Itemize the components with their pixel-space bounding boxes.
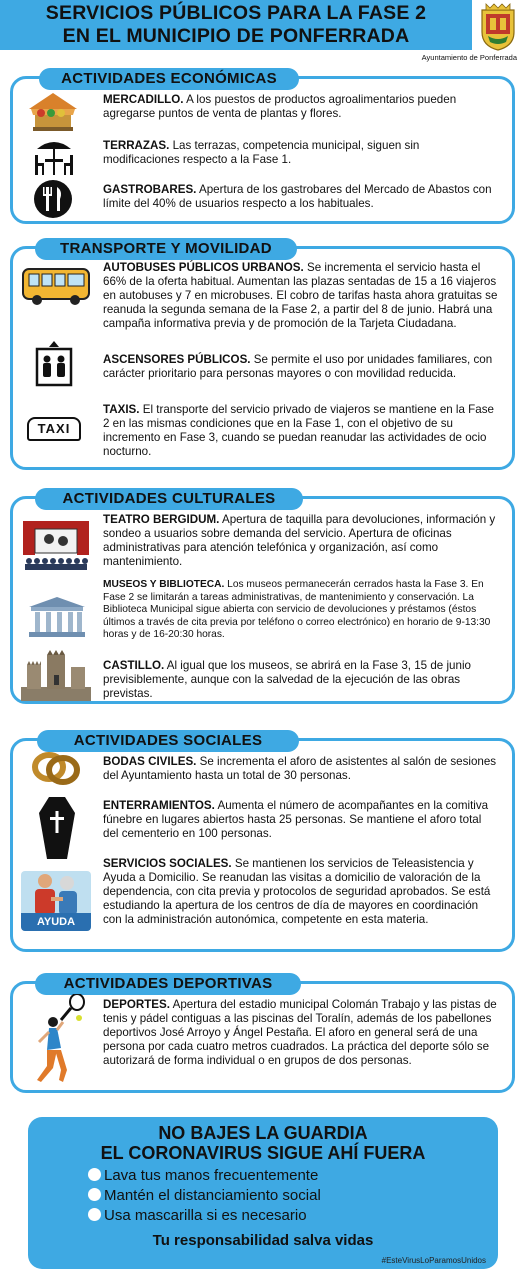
item-ascensores <box>103 353 498 381</box>
bullet-icon <box>88 1208 101 1221</box>
section-title-cultural: ACTIVIDADES CULTURALES <box>35 488 303 510</box>
section-title-transport: TRANSPORTE Y MOVILIDAD <box>35 238 297 260</box>
theater-icon <box>23 521 89 571</box>
bus-icon <box>21 267 91 307</box>
item-text: Al igual que los museos, se abrirá en la Fase 3, 15 de junio previsiblemente, aunque con la salvedad de la ejecución de las obras previstas. <box>103 659 471 700</box>
item-text: Se incrementa el aforo de asistentes al salón de sesiones del Ayuntamiento hasta un total de 30 personas. <box>103 755 497 782</box>
item-servicios-sociales <box>103 857 498 927</box>
item-text: Se mantienen los servicios de Teleasistencia y Ayuda a Domicilio. Se reanudan las visitas a domicilio de valoración de la dependencia, con cita previa y protocolos de seguridad aprobados. Se está estudiando la apertura de los centros de día de mayores en coordinación con la administración autonómica, competente en esta materia. <box>103 857 491 926</box>
section-social <box>10 732 515 952</box>
banner-title-line2: EL CORONAVIRUS SIGUE AHÍ FUERA <box>100 1143 426 1163</box>
tip-item <box>88 1167 318 1184</box>
item-museos <box>103 579 498 642</box>
item-heading: AUTOBUSES PÚBLICOS URBANOS. <box>103 261 304 274</box>
item-text: Se permite el uso por unidades familiares, con carácter prioritario para personas mayores o con movilidad reducida. <box>103 353 493 380</box>
museum-icon <box>27 595 87 639</box>
elevator-icon <box>35 341 73 387</box>
section-title-economic: ACTIVIDADES ECONÓMICAS <box>39 68 299 90</box>
item-heading: DEPORTES. <box>103 998 170 1011</box>
castle-icon <box>21 647 91 701</box>
section-title-sports: ACTIVIDADES DEPORTIVAS <box>35 973 301 995</box>
awareness-banner <box>28 1117 498 1269</box>
banner-title-line1: NO BAJES LA GUARDIA <box>158 1123 368 1143</box>
item-text: Las terrazas, competencia municipal, siguen sin modificaciones respecto a la Fase 1. <box>103 139 420 166</box>
item-heading: CASTILLO. <box>103 659 165 672</box>
item-castillo <box>103 659 498 701</box>
item-teatro <box>103 513 498 569</box>
market-stall-icon <box>25 89 81 135</box>
wedding-rings-icon <box>31 749 81 787</box>
section-title-social: ACTIVIDADES SOCIALES <box>37 730 299 752</box>
coffin-icon <box>37 797 77 859</box>
item-heading: ENTERRAMIENTOS. <box>103 799 215 812</box>
item-autobuses <box>103 261 498 331</box>
tip-text: Lava tus manos frecuentemente <box>104 1167 319 1184</box>
coat-of-arms-icon <box>476 2 520 52</box>
header <box>0 0 525 66</box>
taxi-label: TAXI <box>37 421 71 436</box>
tip-item <box>88 1187 321 1204</box>
slogan: Tu responsabilidad salva vidas <box>152 1232 374 1249</box>
cutlery-icon <box>33 179 73 219</box>
bullet-icon <box>88 1168 101 1181</box>
item-heading: BODAS CIVILES. <box>103 755 197 768</box>
bullet-icon <box>88 1188 101 1201</box>
item-heading: MUSEOS Y BIBLIOTECA. <box>103 579 225 590</box>
ayuda-banner <box>21 913 91 931</box>
terrace-table-icon <box>33 137 75 177</box>
section-cultural <box>10 490 515 704</box>
item-text: Apertura de taquilla para devoluciones, información y sondeo a usuarios sobre demanda del servicio. Apertura de oficinas administrativas para atención telefónica y organización, así como mantenimiento. <box>103 513 496 568</box>
tip-item <box>88 1207 307 1224</box>
item-heading: GASTROBARES. <box>103 183 197 196</box>
page-title-line2: EN EL MUNICIPIO DE PONFERRADA <box>62 25 410 47</box>
item-bodas <box>103 755 498 783</box>
item-taxis <box>103 403 498 459</box>
page-title <box>0 2 472 48</box>
section-transport <box>10 240 515 470</box>
organization-label: Ayuntamiento de Ponferrada <box>421 53 517 62</box>
tip-text: Usa mascarilla si es necesario <box>104 1207 307 1224</box>
item-terrazas <box>103 139 498 167</box>
item-mercadillo <box>103 93 498 121</box>
item-text: Apertura de los gastrobares del Mercado de Abastos con límite del 40% de usuarios respecto a los habituales. <box>103 183 492 210</box>
helping-people-icon <box>21 871 91 915</box>
page-title-line1: SERVICIOS PÚBLICOS PARA LA FASE 2 <box>45 2 427 24</box>
item-heading: MERCADILLO. <box>103 93 184 106</box>
item-text: A los puestos de productos agroalimentarios pueden agregarse puntos de venta de plantas y flores. <box>103 93 457 120</box>
tennis-player-icon <box>27 994 87 1086</box>
item-heading: TERRAZAS. <box>103 139 170 152</box>
item-text: El transporte del servicio privado de viajeros se mantiene en la Fase 2 en las mismas condiciones que en la Fase 1, con el objetivo de su incremento en Fase 3, cuando se puedan reanudar las actividades de ocio nocturno. <box>103 403 494 458</box>
item-gastrobares <box>103 183 498 211</box>
section-sports <box>10 975 515 1093</box>
tip-text: Mantén el distanciamiento social <box>104 1187 321 1204</box>
item-text: Apertura del estadio municipal Colomán Trabajo y las pistas de tenis y pádel contiguas a las piscinas del Toralín, además de los pabellones deportivos José Arroyo y Ángel Pestaña. El aforo en general será de una persona por cada cuatro metros cuadrados. La práctica del deporte sólo se autorizará de forma individual o en grupos de dos personas. <box>103 998 497 1067</box>
taxi-sign-icon <box>27 417 81 441</box>
item-heading: ASCENSORES PÚBLICOS. <box>103 353 251 366</box>
item-deportes <box>103 998 498 1068</box>
item-enterramientos <box>103 799 498 841</box>
item-text: Los museos permanecerán cerrados hasta la Fase 3. En Fase 2 se limitarán a tareas administrativas, de mantenimiento y conservación. La Biblioteca Municipal sigue abierta con servicio de devoluciones y préstamos (éstos últimos a través de cita previa por teléfono o correo electrónico) en horario de 9-13:30 horas y de 16-20:30 horas. <box>103 579 491 641</box>
item-heading: TEATRO BERGIDUM. <box>103 513 220 526</box>
item-text: Se incrementa el servicio hasta el 66% de la oferta habitual. Aumentan las plazas sentadas de 15 a 16 viajeros en autobuses y 7 en microbuses. El cobro de tarifas hasta ahora gratuitas se reanuda la segunda semana de la Fase 2, a partir del 8 de junio. Habrá una campaña informativa previa y de promoción de la Tarjeta Ciudadana. <box>103 261 498 330</box>
social-services-icon <box>21 871 91 931</box>
hashtag: #EsteVirusLoParamosUnidos <box>381 1256 486 1265</box>
item-heading: SERVICIOS SOCIALES. <box>103 857 232 870</box>
ayuda-label: AYUDA <box>36 916 76 928</box>
section-economic <box>10 70 515 224</box>
item-heading: TAXIS. <box>103 403 140 416</box>
item-text: Aumenta el número de acompañantes en la comitiva fúnebre en lugares abiertos hasta 25 personas. Se mantiene el aforo total del cementerio en 100 personas. <box>103 799 489 840</box>
